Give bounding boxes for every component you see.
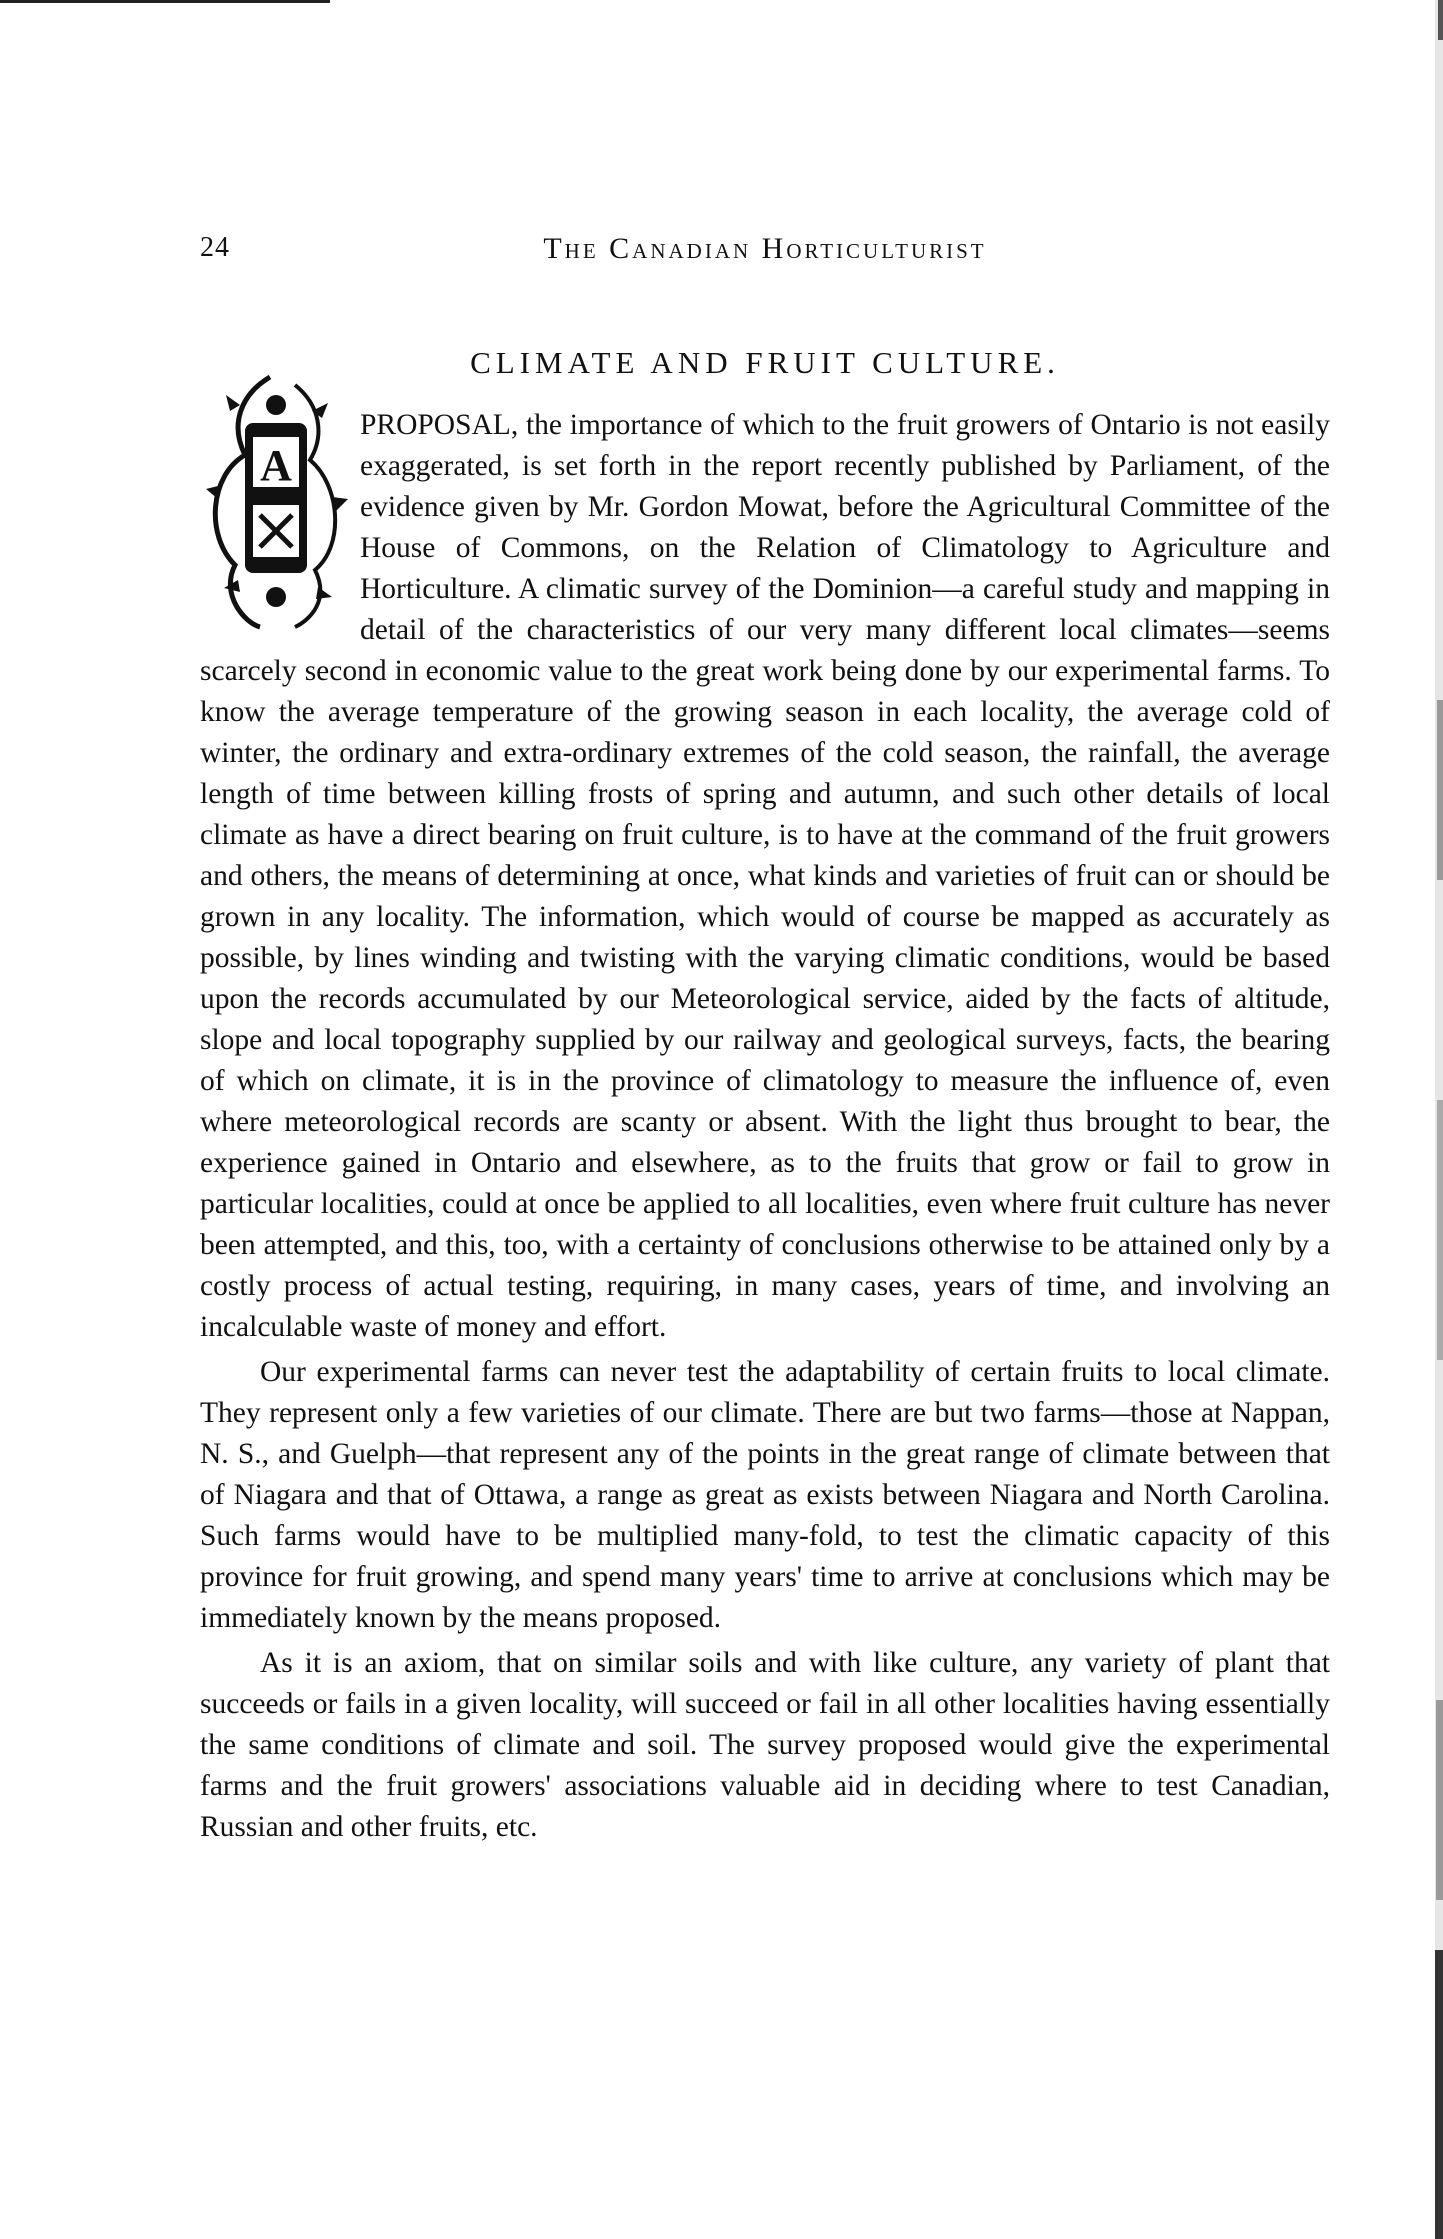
drop-cap-letter: A	[260, 441, 292, 490]
paragraph-2: Our experimental farms can never test the adaptability of certain fruits to local climate. They represent only a few varieties of our climate. There are but two farms—those at Nappan, N. S., and Guelph—that represent any of the points in the great range of climate between that of Niagara and that of Ottawa, a range as great as exists between Niagara and North Carolina. Such farms would have to be multiplied many-fold, to test the climatic capacity of this province for fruit growing, and spend many years' time to arrive at conclusions which may be immediately known by the means proposed.	[200, 1356, 1330, 1634]
page-number: 24	[200, 232, 230, 263]
scan-edge-shadow	[1413, 0, 1443, 2239]
paragraph-3: As it is an axiom, that on similar soils and with like culture, any variety of plant that succeeds or fails in a given locality, will succeed or fail in all other localities having essentially the same conditions of climate and soil. The survey proposed would give the experimental farms and the fruit growers' associations valuable aid in deciding where to test Canadian, Russian and other fruits, etc.	[200, 1647, 1330, 1843]
running-head: The Canadian Horticulturist	[543, 232, 987, 265]
drop-cap-space	[200, 405, 360, 650]
article-body	[200, 405, 1330, 1852]
paragraph-1: PROPOSAL, the importance of which to the fruit growers of Ontario is not easily exaggerated, is set forth in the report recently published by Parliament, of the evidence given by Mr. Gordon Mowat, before the Agricultural Committee of the House of Commons, on the Relation of Climatology to Agriculture and Horticulture. A climatic survey of the Dominion—a careful study and mapping in detail of the characteristics of our very many different local climates—seems scarcely second in economic value to the great work being done by our experimental farms. To know the average temperature of the growing season in each locality, the average cold of winter, the ordinary and extra-ordinary extremes of the cold season, the rainfall, the average length of time between killing frosts of spring and autumn, and such other details of local climate as have a direct bearing on fruit culture, is to have at the command of the fruit growers and others, the means of determining at once, what kinds and varieties of fruit can or should be grown in any locality. The information, which would of course be mapped as accurately as possible, by lines winding and twisting with the varying climatic conditions, would be based upon the records accumulated by our Meteorological service, aided by the facts of altitude, slope and local topography supplied by our railway and geological surveys, facts, the bearing of which on climate, it is in the province of climatology to measure the influence of, even where meteorological records are scanty or absent. With the light thus brought to bear, the experience gained in Ontario and elsewhere, as to the fruits that grow or fail to grow in particular localities, could at once be applied to all localities, even where fruit culture has never been attempted, and this, too, with a certainty of conclusions otherwise to be attained only by a costly process of actual testing, requiring, in many cases, years of time, and involving an incalculable waste of money and effort.	[200, 409, 1330, 1343]
top-rule	[0, 0, 330, 3]
page-header	[200, 232, 1330, 272]
article-title: CLIMATE AND FRUIT CULTURE.	[470, 345, 1060, 380]
